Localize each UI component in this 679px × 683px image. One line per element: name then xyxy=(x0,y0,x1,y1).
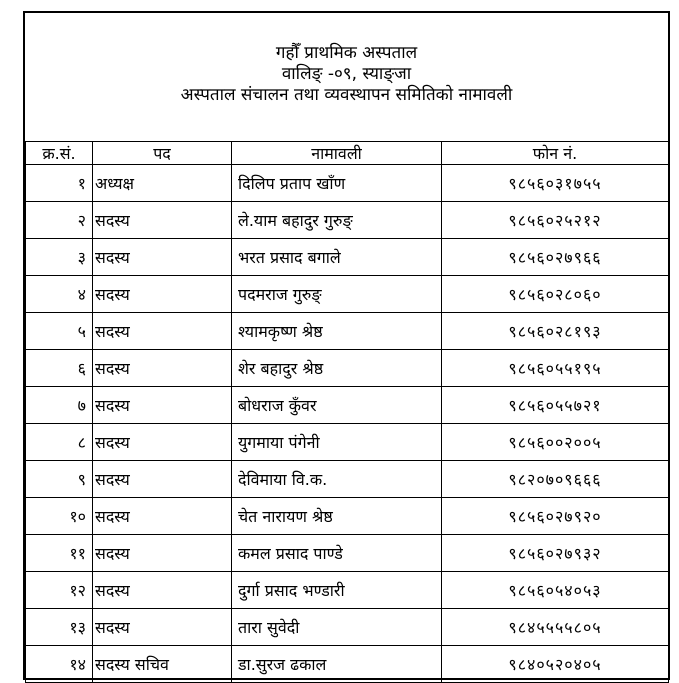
cell-name: कमल प्रसाद पाण्डे xyxy=(232,535,442,572)
cell-sn: ७ xyxy=(26,387,93,424)
cell-sn: ३ xyxy=(26,239,93,276)
cell-phone: ९८४०५२०४०५ xyxy=(442,646,669,683)
cell-name: दिलिप प्रताप खाँण xyxy=(232,165,442,202)
cell-phone: ९८५६०२८०६० xyxy=(442,276,669,313)
cell-sn: १ xyxy=(26,165,93,202)
cell-sn: १२ xyxy=(26,572,93,609)
column-header-name: नामावली xyxy=(232,142,442,165)
cell-phone: ९८५६०२५२१२ xyxy=(442,202,669,239)
cell-name: दुर्गा प्रसाद भण्डारी xyxy=(232,572,442,609)
cell-phone: ९८२०७०९६६६ xyxy=(442,461,669,498)
cell-sn: ८ xyxy=(26,424,93,461)
cell-name: डा.सुरज ढकाल xyxy=(232,646,442,683)
table-row xyxy=(26,313,669,350)
cell-sn: १३ xyxy=(26,609,93,646)
cell-phone: ९८५६०३१७५५ xyxy=(442,165,669,202)
table-row xyxy=(26,387,669,424)
cell-sn: ६ xyxy=(26,350,93,387)
cell-sn: १४ xyxy=(26,646,93,683)
cell-phone: ९८४५५५५८०५ xyxy=(442,609,669,646)
cell-phone: ९८५६०५५७२१ xyxy=(442,387,669,424)
cell-name: पदमराज गुरुङ् xyxy=(232,276,442,313)
cell-name: शेर बहादुर श्रेष्ठ xyxy=(232,350,442,387)
column-header-post: पद xyxy=(93,142,232,165)
cell-name: तारा सुवेदी xyxy=(232,609,442,646)
cell-post: सदस्य xyxy=(93,350,232,387)
cell-post: सदस्य xyxy=(93,535,232,572)
cell-name: भरत प्रसाद बगाले xyxy=(232,239,442,276)
cell-name: बोधराज कुँवर xyxy=(232,387,442,424)
cell-phone: ९८५६०२८१९३ xyxy=(442,313,669,350)
table-row xyxy=(26,276,669,313)
table-row xyxy=(26,165,669,202)
cell-phone: ९८५६०२७९३२ xyxy=(442,535,669,572)
cell-phone: ९८५६०२७९६६ xyxy=(442,239,669,276)
cell-sn: ११ xyxy=(26,535,93,572)
cell-post: सदस्य xyxy=(93,276,232,313)
cell-post: सदस्य xyxy=(93,239,232,276)
cell-phone: ९८५६०२७९२० xyxy=(442,498,669,535)
cell-name: चेत नारायण श्रेष्ठ xyxy=(232,498,442,535)
cell-name: देविमाया वि.क. xyxy=(232,461,442,498)
cell-sn: ४ xyxy=(26,276,93,313)
committee-title: अस्पताल संचालन तथा व्यवस्थापन समितिको नामावली xyxy=(180,85,513,105)
table-row xyxy=(26,424,669,461)
cell-name: श्यामकृष्ण श्रेष्ठ xyxy=(232,313,442,350)
cell-post: सदस्य xyxy=(93,313,232,350)
column-header-sn: क्र.सं. xyxy=(26,142,93,165)
column-header-phone: फोन नं. xyxy=(442,142,669,165)
cell-phone: ९८५६०५४०५३ xyxy=(442,572,669,609)
committee-table xyxy=(25,141,669,683)
cell-name: युगमाया पंगेनी xyxy=(232,424,442,461)
cell-phone: ९८५६००२००५ xyxy=(442,424,669,461)
table-row xyxy=(26,609,669,646)
cell-post: सदस्य xyxy=(93,387,232,424)
cell-post: सदस्य सचिव xyxy=(93,646,232,683)
cell-phone: ९८५६०५५१९५ xyxy=(442,350,669,387)
table-row xyxy=(26,535,669,572)
table-row xyxy=(26,572,669,609)
table-row xyxy=(26,350,669,387)
cell-post: सदस्य xyxy=(93,572,232,609)
cell-post: सदस्य xyxy=(93,498,232,535)
cell-sn: ५ xyxy=(26,313,93,350)
table-row xyxy=(26,498,669,535)
table-header-row xyxy=(26,142,669,165)
cell-sn: २ xyxy=(26,202,93,239)
document-header xyxy=(25,43,668,106)
cell-post: अध्यक्ष xyxy=(93,165,232,202)
table-row xyxy=(26,461,669,498)
cell-post: सदस्य xyxy=(93,461,232,498)
hospital-address: वालिङ् -०९, स्याङ्जा xyxy=(281,64,412,84)
table-row xyxy=(26,646,669,683)
cell-post: सदस्य xyxy=(93,202,232,239)
hospital-name: गहौँ प्राथमिक अस्पताल xyxy=(275,43,418,63)
cell-post: सदस्य xyxy=(93,424,232,461)
cell-sn: ९ xyxy=(26,461,93,498)
document-frame xyxy=(23,11,670,680)
cell-post: सदस्य xyxy=(93,609,232,646)
cell-name: ले.याम बहादुर गुरुङ् xyxy=(232,202,442,239)
table-row xyxy=(26,202,669,239)
table-row xyxy=(26,239,669,276)
cell-sn: १० xyxy=(26,498,93,535)
